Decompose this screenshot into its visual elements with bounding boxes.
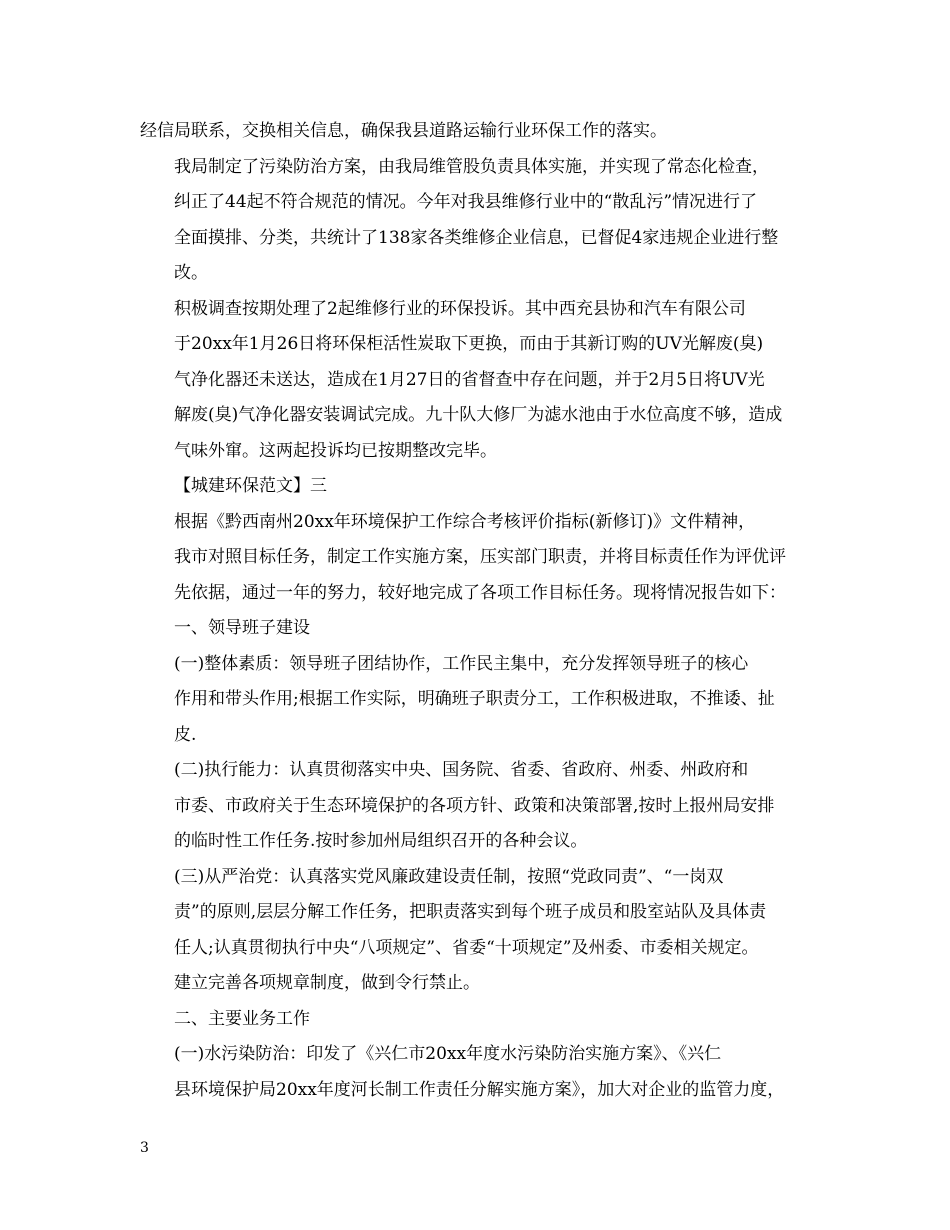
text-line: 建立完善各项规章制度，做到令行禁止。 (174, 973, 480, 993)
text-line: 作用和带头作用;根据工作实际，明确班子职责分工，工作积极进取，不推诿、扯 (174, 689, 775, 709)
text-line: 的临时性工作任务.按时参加州局组织召开的各种会议。 (174, 831, 588, 851)
paragraph (140, 114, 830, 150)
text-line: 根据《黔西南州20xx年环境保护工作综合考核评价指标(新修订)》文件精神， (174, 511, 756, 532)
text-line: 责”的原则,层层分解工作任务，把职责落实到每个班子成员和股室站队及具体责 (174, 902, 767, 922)
text-line: 一、领导班子建设 (174, 618, 310, 638)
text-line: 县环境保护局20xx年度河长制工作责任分解实施方案》，加大对企业的监管力度， (174, 1079, 785, 1100)
paragraph (140, 292, 830, 470)
paragraph (140, 150, 830, 292)
paragraph (140, 647, 830, 754)
text-line: 改。 (174, 263, 208, 283)
text-line: 于20xx年1月26日将环保柜活性炭取下更换，而由于其新订购的UV光解废(臭) (174, 334, 764, 354)
text-line: 纠正了44起不符合规范的情况。今年对我县维修行业中的“散乱污”情况进行了 (174, 192, 758, 212)
document-body (140, 114, 830, 1108)
text-line: (二)执行能力：认真贯彻落实中央、国务院、省委、省政府、州委、州政府和 (174, 760, 749, 780)
text-line: (一)整体素质：领导班子团结协作，工作民主集中，充分发挥领导班子的核心 (174, 653, 749, 674)
page-number: 3 (140, 1140, 149, 1156)
text-line: 皮. (174, 724, 197, 745)
text-line: 市委、市政府关于生态环境保护的各项方针、政策和决策部署,按时上报州局安排 (174, 795, 775, 816)
paragraph (140, 753, 830, 860)
paragraph (140, 860, 830, 1002)
paragraph (140, 1002, 830, 1038)
paragraph (140, 469, 830, 505)
text-line: 我局制定了污染防治方案，由我局维管股负责具体实施，并实现了常态化检查， (174, 156, 769, 177)
text-line: 气味外窜。这两起投诉均已按期整改完毕。 (174, 440, 497, 461)
text-line: 气净化器还未送达，造成在1月27日的省督查中存在问题，并于2月5日将UV光 (174, 369, 765, 390)
paragraph (140, 1037, 830, 1108)
text-line: 二、主要业务工作 (174, 1008, 310, 1029)
text-line: 我市对照目标任务，制定工作实施方案，压实部门职责，并将目标责任作为评优评 (174, 547, 786, 567)
text-line: 解废(臭)气净化器安装调试完成。九十队大修厂为滤水池由于水位高度不够，造成 (174, 405, 783, 425)
paragraph (140, 611, 830, 647)
text-line: 经信局联系，交换相关信息，确保我县道路运输行业环保工作的落实。 (140, 121, 667, 141)
text-line: 积极调查按期处理了2起维修行业的环保投诉。其中西充县协和汽车有限公司 (174, 298, 746, 319)
text-line: 先依据，通过一年的努力，较好地完成了各项工作目标任务。现将情况报告如下： (174, 582, 786, 603)
text-line: 【城建环保范文】三 (174, 476, 327, 496)
text-line: (一)水污染防治：印发了《兴仁市20xx年度水污染防治实施方案》、《兴仁 (174, 1044, 722, 1064)
text-line: 全面摸排、分类，共统计了138家各类维修企业信息，已督促4家违规企业进行整 (174, 227, 779, 248)
text-line: (三)从严治党：认真落实党风廉政建设责任制，按照“党政同责”、“一岗双 (174, 866, 724, 887)
paragraph (140, 505, 830, 612)
text-line: 任人;认真贯彻执行中央“八项规定”、省委“十项规定”及州委、市委相关规定。 (174, 937, 759, 958)
